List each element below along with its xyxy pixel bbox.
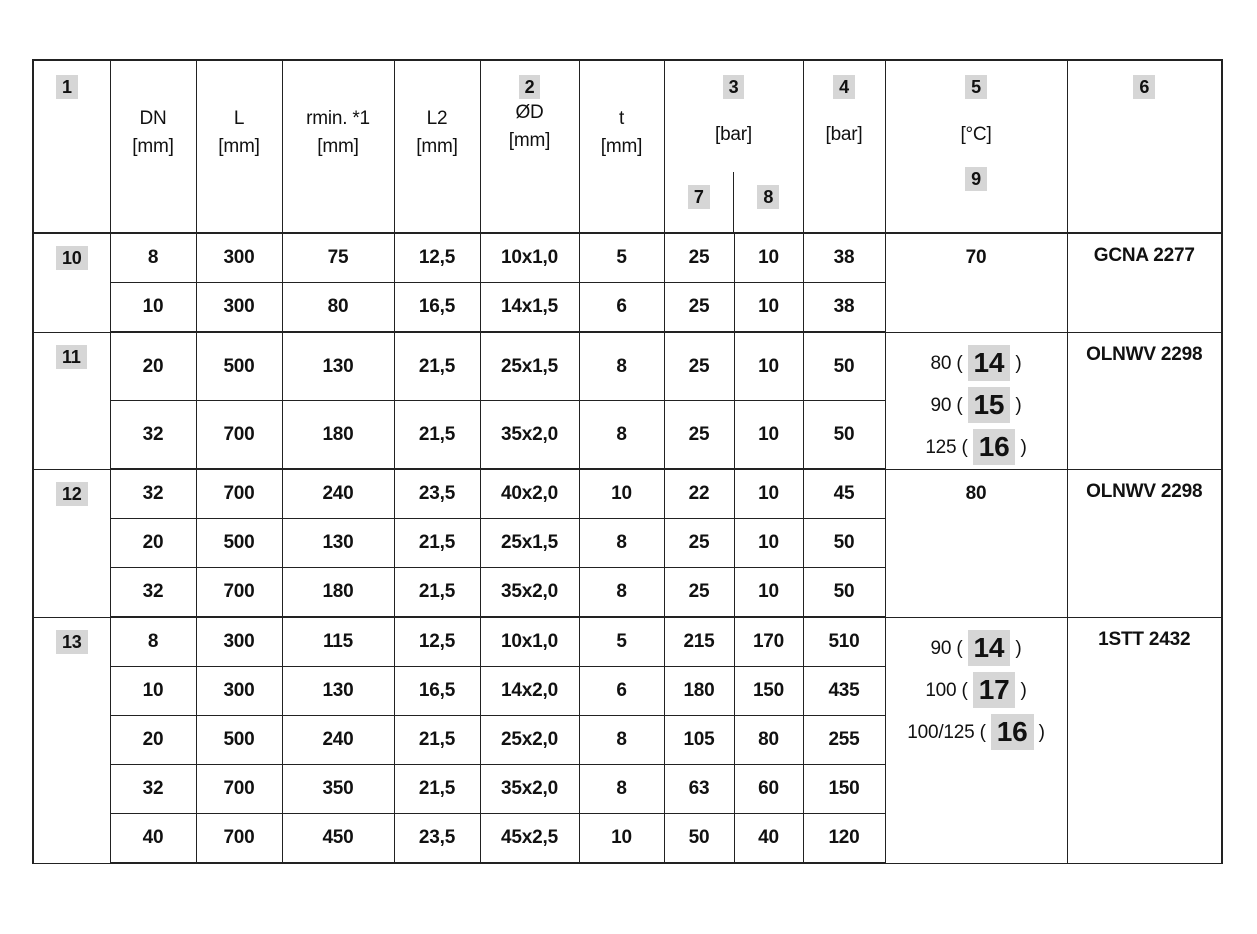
table-cell: 38 (803, 283, 885, 333)
ref-badge: 13 (56, 630, 88, 654)
group-label-cell (33, 617, 110, 863)
table-cell: 50 (664, 814, 734, 864)
table-cell: 23,5 (394, 469, 480, 519)
table-cell: 130 (282, 667, 394, 716)
ref-badge: 12 (56, 482, 88, 506)
header-l-name: L (233, 108, 245, 129)
table-cell: 435 (803, 667, 885, 716)
table-cell: 170 (734, 617, 803, 667)
temperature-line: 80 ( 14 ) (886, 343, 1067, 385)
table-cell: 180 (282, 401, 394, 470)
table-cell: 12,5 (394, 233, 480, 283)
table-cell: 80 (282, 283, 394, 333)
header-dn-unit: [mm] (132, 136, 174, 157)
ref-badge: 16 (973, 429, 1016, 465)
table-row (33, 332, 1222, 401)
header-l (196, 60, 282, 233)
ref-badge: 3 (723, 75, 745, 99)
table-cell: 20 (110, 332, 196, 401)
table-cell: 300 (196, 233, 282, 283)
table-cell: 180 (282, 568, 394, 618)
table-cell: 40 (110, 814, 196, 864)
temperature-line: 90 ( 15 ) (886, 385, 1067, 427)
table-cell: 25 (664, 568, 734, 618)
temperature-cell (885, 332, 1067, 469)
header-index-cell (33, 60, 110, 233)
header-burst (803, 60, 885, 233)
table-cell: 25 (664, 401, 734, 470)
header-pressure-unit: [bar] (714, 124, 753, 145)
ref-badge: 8 (757, 185, 779, 209)
table-cell: 25 (664, 233, 734, 283)
table-cell: 500 (196, 519, 282, 568)
table-cell: 80 (734, 716, 803, 765)
table-cell: 130 (282, 332, 394, 401)
temperature-value: 90 (930, 637, 952, 659)
table-row (33, 617, 1222, 667)
table-cell: 350 (282, 765, 394, 814)
ref-badge: 14 (968, 345, 1011, 381)
header-temp-unit: [°C] (960, 124, 992, 145)
header-temp (885, 60, 1067, 233)
header-l-unit: [mm] (218, 136, 260, 157)
temperature-value: 90 (930, 394, 952, 416)
table-cell: 10x1,0 (480, 233, 579, 283)
table-cell: 25x1,5 (480, 332, 579, 401)
header-pressure (664, 60, 803, 233)
table-cell: 20 (110, 519, 196, 568)
table-cell: 510 (803, 617, 885, 667)
table-cell: 45 (803, 469, 885, 519)
header-rmin-name: rmin. *1 (306, 108, 370, 129)
table-cell: 14x2,0 (480, 667, 579, 716)
table-cell: 25 (664, 283, 734, 333)
header-l2-unit: [mm] (416, 136, 458, 157)
temperature-value: 125 (925, 436, 957, 458)
header-dn-name: DN (139, 108, 167, 129)
header-od (480, 60, 579, 233)
table-cell: 32 (110, 469, 196, 519)
header-od-unit: [mm] (508, 130, 551, 151)
ref-badge: 4 (833, 75, 855, 99)
table-cell: 130 (282, 519, 394, 568)
table-cell: 75 (282, 233, 394, 283)
table-cell: 35x2,0 (480, 401, 579, 470)
table-cell: 21,5 (394, 332, 480, 401)
table-cell: 50 (803, 401, 885, 470)
table-cell: 240 (282, 469, 394, 519)
table-cell: 50 (803, 332, 885, 401)
table-cell: 25 (664, 519, 734, 568)
table-cell: 10 (734, 401, 803, 470)
table-cell: 8 (579, 765, 664, 814)
table-cell: 255 (803, 716, 885, 765)
table-cell: 10 (734, 519, 803, 568)
table-cell: 16,5 (394, 667, 480, 716)
table-cell: 8 (110, 617, 196, 667)
table-cell: 45x2,5 (480, 814, 579, 864)
table-cell: 215 (664, 617, 734, 667)
table-cell: 10 (579, 469, 664, 519)
table-cell: 105 (664, 716, 734, 765)
table-cell: 6 (579, 283, 664, 333)
spec-table (32, 59, 1223, 864)
ref-badge: 11 (56, 345, 87, 369)
table-row (33, 469, 1222, 519)
table-cell: 700 (196, 814, 282, 864)
ref-badge: 2 (519, 75, 541, 99)
table-cell: 10 (110, 667, 196, 716)
table-cell: 21,5 (394, 716, 480, 765)
table-cell: 35x2,0 (480, 765, 579, 814)
ref-badge: 15 (968, 387, 1011, 423)
table-cell: 700 (196, 469, 282, 519)
table-cell: 5 (579, 233, 664, 283)
table-cell: 35x2,0 (480, 568, 579, 618)
temperature-line (886, 244, 1067, 272)
table-cell: 115 (282, 617, 394, 667)
table-cell: 32 (110, 401, 196, 470)
ref-badge: 17 (973, 672, 1016, 708)
ref-badge: 10 (56, 246, 88, 270)
table-cell: 8 (579, 401, 664, 470)
table-cell: 25 (664, 332, 734, 401)
table-cell: 21,5 (394, 401, 480, 470)
table-cell: 10 (734, 332, 803, 401)
temperature-line: 100/125 ( 16 ) (886, 712, 1067, 754)
header-row (33, 60, 1222, 233)
table-cell: 60 (734, 765, 803, 814)
header-od-name: ØD (515, 102, 544, 123)
table-cell: 14x1,5 (480, 283, 579, 333)
header-t-name: t (618, 108, 625, 129)
table-cell: 10 (734, 233, 803, 283)
temperature-value: 100 (925, 679, 957, 701)
table-cell: 700 (196, 568, 282, 618)
table-cell: 150 (803, 765, 885, 814)
temperature-line (886, 480, 1067, 508)
table-cell: 10 (734, 469, 803, 519)
table-cell: 10 (734, 283, 803, 333)
temperature-value: 80 (930, 352, 952, 374)
header-l2 (394, 60, 480, 233)
certificate-label: OLNWV 2298 (1086, 480, 1203, 502)
ref-badge: 1 (56, 75, 78, 99)
table-cell: 10 (110, 283, 196, 333)
temperature-cell (885, 617, 1067, 863)
table-cell: 120 (803, 814, 885, 864)
temperature-cell (885, 469, 1067, 617)
temperature-value: 70 (965, 247, 987, 268)
header-dn (110, 60, 196, 233)
temperature-line: 125 ( 16 ) (886, 427, 1067, 469)
table-cell: 700 (196, 765, 282, 814)
table-cell: 50 (803, 568, 885, 618)
temperature-value: 80 (965, 482, 987, 504)
table-cell: 16,5 (394, 283, 480, 333)
table-cell: 150 (734, 667, 803, 716)
temperature-value: 100/125 (907, 721, 975, 743)
header-cert (1067, 60, 1222, 233)
header-rmin (282, 60, 394, 233)
table-cell: 25x2,0 (480, 716, 579, 765)
ref-badge: 9 (965, 167, 987, 191)
ref-badge: 14 (968, 630, 1011, 666)
ref-badge: 6 (1133, 75, 1155, 99)
table-cell: 180 (664, 667, 734, 716)
certificate-label: GCNA 2277 (1093, 245, 1195, 266)
table-cell: 500 (196, 716, 282, 765)
table-cell: 21,5 (394, 568, 480, 618)
header-t-unit: [mm] (600, 136, 643, 157)
table-cell: 10 (579, 814, 664, 864)
table-cell: 500 (196, 332, 282, 401)
certificate-cell (1067, 469, 1222, 617)
table-cell: 40x2,0 (480, 469, 579, 519)
header-burst-unit: [bar] (825, 124, 863, 145)
table-row (33, 233, 1222, 283)
table-cell: 300 (196, 667, 282, 716)
table-cell: 8 (579, 332, 664, 401)
header-l2-name: L2 (426, 108, 448, 129)
table-cell: 63 (664, 765, 734, 814)
table-cell: 40 (734, 814, 803, 864)
certificate-cell (1067, 332, 1222, 469)
table-cell: 32 (110, 568, 196, 618)
ref-badge: 5 (965, 75, 987, 99)
table-cell: 8 (110, 233, 196, 283)
group-label-cell (33, 332, 110, 469)
ref-badge: 16 (991, 714, 1034, 750)
group-label-cell (33, 469, 110, 617)
table-cell: 240 (282, 716, 394, 765)
table-cell: 5 (579, 617, 664, 667)
table-cell: 38 (803, 233, 885, 283)
table-cell: 12,5 (394, 617, 480, 667)
table-cell: 32 (110, 765, 196, 814)
certificate-cell (1067, 233, 1222, 332)
table-cell: 300 (196, 283, 282, 333)
ref-badge: 7 (688, 185, 710, 209)
table-cell: 50 (803, 519, 885, 568)
table-cell: 6 (579, 667, 664, 716)
certificate-label: OLNWV 2298 (1086, 343, 1203, 365)
table-cell: 700 (196, 401, 282, 470)
table-cell: 8 (579, 519, 664, 568)
table-cell: 20 (110, 716, 196, 765)
table-cell: 10 (734, 568, 803, 618)
temperature-cell (885, 233, 1067, 332)
table-cell: 21,5 (394, 519, 480, 568)
header-rmin-unit: [mm] (317, 136, 359, 157)
table-cell: 450 (282, 814, 394, 864)
certificate-cell (1067, 617, 1222, 863)
table-cell: 8 (579, 716, 664, 765)
header-t (579, 60, 664, 233)
temperature-line: 100 ( 17 ) (886, 670, 1067, 712)
table-cell: 21,5 (394, 765, 480, 814)
table-cell: 10x1,0 (480, 617, 579, 667)
table-cell: 8 (579, 568, 664, 618)
table-cell: 23,5 (394, 814, 480, 864)
table-cell: 22 (664, 469, 734, 519)
table-cell: 25x1,5 (480, 519, 579, 568)
temperature-line: 90 ( 14 ) (886, 628, 1067, 670)
group-label-cell (33, 233, 110, 332)
table-cell: 300 (196, 617, 282, 667)
certificate-label: 1STT 2432 (1098, 628, 1191, 650)
